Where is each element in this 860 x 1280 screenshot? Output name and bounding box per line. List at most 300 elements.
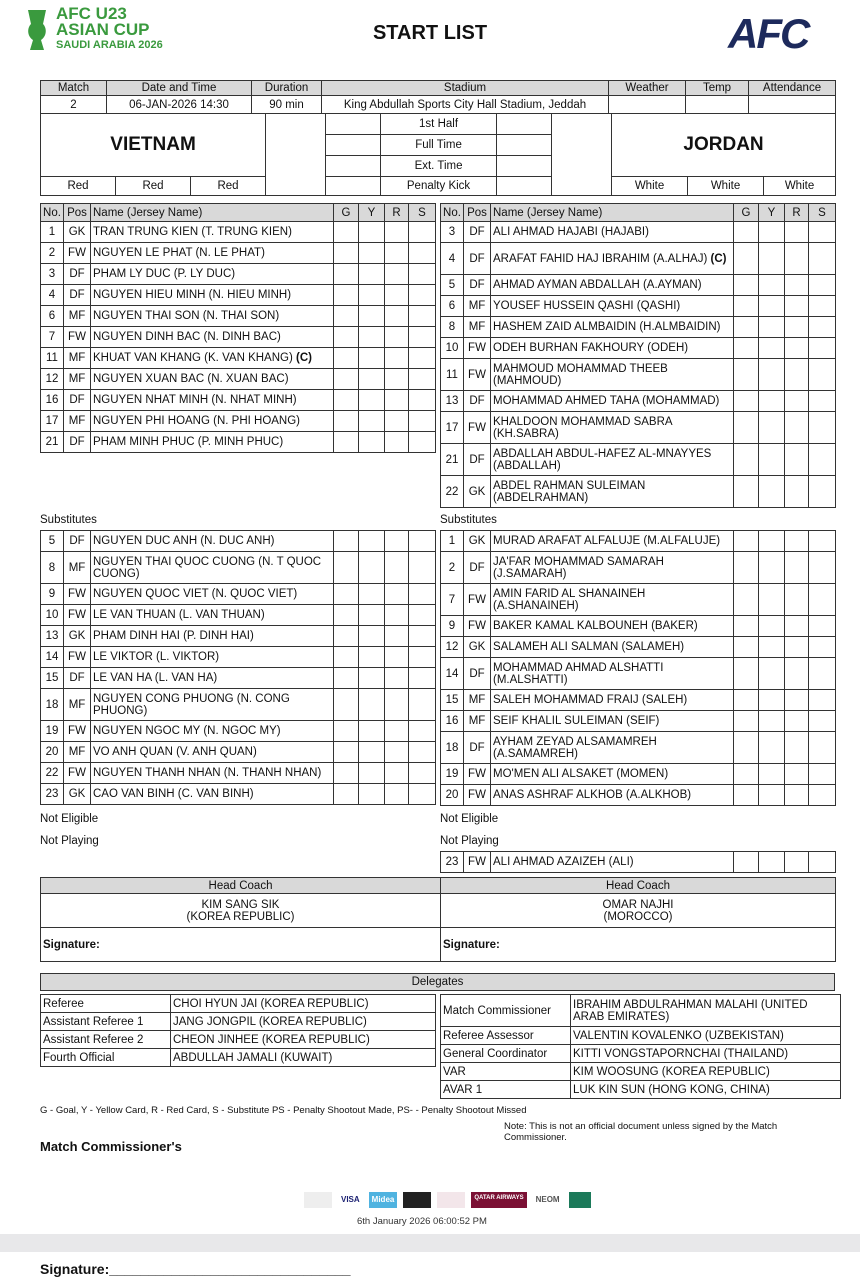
- table-cell: [759, 444, 785, 476]
- player-number: 21: [441, 444, 464, 476]
- table-cell: [326, 156, 381, 177]
- table-cell: [759, 296, 785, 317]
- table-cell: 90 min: [252, 96, 322, 114]
- player-row: [41, 552, 436, 584]
- player-row: [441, 711, 836, 732]
- player-position: GK: [64, 626, 91, 647]
- table-cell: [785, 552, 809, 584]
- logo-line: ASIAN CUP: [56, 20, 150, 39]
- player-name: NGUYEN DINH BAC (N. DINH BAC): [91, 327, 334, 348]
- official-note: Note: This is not an official document unless signed by the Match Commissioner.: [504, 1121, 778, 1143]
- table-cell: [809, 222, 836, 243]
- player-number: 15: [441, 690, 464, 711]
- table-cell: [359, 784, 385, 805]
- delegates-left-table: [40, 994, 436, 1067]
- player-number: 6: [41, 306, 64, 327]
- player-position: GK: [464, 531, 491, 552]
- player-row: [441, 476, 836, 508]
- table-cell: [334, 222, 359, 243]
- sponsor-strip: [304, 1192, 591, 1208]
- table-cell: [385, 552, 409, 584]
- player-number: 12: [441, 637, 464, 658]
- column-header: No.: [41, 204, 64, 222]
- player-number: 14: [41, 647, 64, 668]
- table-cell: [409, 348, 436, 369]
- table-cell: [409, 531, 436, 552]
- table-cell: [809, 764, 836, 785]
- table-cell: King Abdullah Sports City Hall Stadium, Jeddah: [322, 96, 609, 114]
- player-number: 11: [41, 348, 64, 369]
- column-header: R: [785, 204, 809, 222]
- home-coach: KIM SANG SIK (KOREA REPUBLIC): [41, 894, 441, 928]
- player-number: 1: [441, 531, 464, 552]
- table-cell: [385, 626, 409, 647]
- away-coach-label: Head Coach: [441, 878, 836, 894]
- captain-badge: (C): [710, 252, 727, 265]
- table-cell: [334, 369, 359, 390]
- table-cell: [759, 359, 785, 391]
- table-cell: [409, 432, 436, 453]
- away-not-playing-label: Not Playing: [440, 835, 499, 847]
- table-cell: [409, 285, 436, 306]
- column-header: Pos: [64, 204, 91, 222]
- player-row: [41, 348, 436, 369]
- column-header: Pos: [464, 204, 491, 222]
- table-cell: [334, 584, 359, 605]
- column-header: S: [809, 204, 836, 222]
- player-number: 4: [41, 285, 64, 306]
- table-cell: [409, 605, 436, 626]
- table-cell: [809, 852, 836, 873]
- column-header: G: [334, 204, 359, 222]
- player-row: [441, 552, 836, 584]
- player-row: [41, 369, 436, 390]
- player-row: [441, 531, 836, 552]
- page-title: START LIST: [372, 22, 488, 44]
- table-cell: [785, 296, 809, 317]
- trophy-icon: [22, 6, 52, 56]
- player-number: 4: [441, 243, 464, 275]
- table-cell: Date and Time: [107, 81, 252, 96]
- player-name: PHAM LY DUC (P. LY DUC): [91, 264, 334, 285]
- player-number: 17: [41, 411, 64, 432]
- player-row: [441, 637, 836, 658]
- away-starters-table: [440, 203, 836, 508]
- table-cell: [759, 616, 785, 637]
- player-name: NGUYEN XUAN BAC (N. XUAN BAC): [91, 369, 334, 390]
- delegate-name: VALENTIN KOVALENKO (UZBEKISTAN): [571, 1027, 841, 1045]
- table-cell: [385, 327, 409, 348]
- table-cell: Weather: [609, 81, 686, 96]
- delegate-row: [41, 1013, 436, 1031]
- table-cell: [334, 647, 359, 668]
- player-row: [41, 390, 436, 411]
- table-cell: [359, 763, 385, 784]
- player-row: [41, 264, 436, 285]
- player-row: [441, 444, 836, 476]
- player-position: FW: [464, 852, 491, 873]
- delegates-header: [40, 973, 835, 991]
- home-subs-table: [40, 530, 436, 805]
- table-cell: [759, 338, 785, 359]
- column-header: R: [385, 204, 409, 222]
- player-number: 20: [441, 785, 464, 806]
- table-cell: [385, 411, 409, 432]
- sponsor-logo: [304, 1192, 332, 1208]
- column-header: S: [409, 204, 436, 222]
- column-header: Name (Jersey Name): [91, 204, 334, 222]
- player-position: DF: [64, 264, 91, 285]
- table-cell: [809, 637, 836, 658]
- player-position: FW: [64, 327, 91, 348]
- table-cell: [759, 412, 785, 444]
- away-not-eligible-label: Not Eligible: [440, 813, 499, 825]
- logo-line: AFC U23: [56, 4, 127, 23]
- player-position: DF: [64, 285, 91, 306]
- sponsor-logo: QATAR AIRWAYS: [471, 1192, 526, 1208]
- column-header: No.: [441, 204, 464, 222]
- table-cell: [334, 742, 359, 763]
- table-cell: [759, 222, 785, 243]
- player-position: DF: [464, 658, 491, 690]
- delegate-role: General Coordinator: [441, 1045, 571, 1063]
- player-position: GK: [464, 637, 491, 658]
- period-label: Ext. Time: [381, 156, 497, 177]
- delegate-row: [441, 995, 841, 1027]
- table-cell: [552, 114, 612, 196]
- delegate-name: KITTI VONGSTAPORNCHAI (THAILAND): [571, 1045, 841, 1063]
- player-row: [441, 412, 836, 444]
- sponsor-logo: VISA: [341, 1195, 360, 1204]
- table-cell: [809, 243, 836, 275]
- table-cell: [809, 317, 836, 338]
- player-name: ARAFAT FAHID HAJ IBRAHIM (A.ALHAJ) (C): [491, 243, 734, 275]
- player-position: FW: [64, 243, 91, 264]
- player-row: [41, 327, 436, 348]
- table-cell: [334, 721, 359, 742]
- table-cell: [809, 275, 836, 296]
- player-name: VO ANH QUAN (V. ANH QUAN): [91, 742, 334, 763]
- player-row: [41, 243, 436, 264]
- table-cell: [785, 852, 809, 873]
- player-position: MF: [64, 348, 91, 369]
- table-cell: [809, 391, 836, 412]
- table-cell: [409, 369, 436, 390]
- table-cell: [759, 275, 785, 296]
- table-cell: [759, 852, 785, 873]
- delegate-row: [41, 995, 436, 1013]
- home-not-eligible-label: Not Eligible: [40, 813, 99, 825]
- table-cell: [326, 177, 381, 196]
- player-position: FW: [64, 763, 91, 784]
- table-cell: [359, 369, 385, 390]
- table-cell: [734, 552, 759, 584]
- delegate-name: ABDULLAH JAMALI (KUWAIT): [171, 1049, 436, 1067]
- table-cell: [734, 412, 759, 444]
- table-cell: [359, 264, 385, 285]
- player-number: 11: [441, 359, 464, 391]
- player-position: DF: [464, 222, 491, 243]
- delegate-role: Referee: [41, 995, 171, 1013]
- table-cell: Match: [41, 81, 107, 96]
- table-cell: [497, 156, 552, 177]
- player-row: [41, 531, 436, 552]
- table-cell: [409, 742, 436, 763]
- player-row: [41, 584, 436, 605]
- player-row: [41, 306, 436, 327]
- table-cell: [734, 317, 759, 338]
- player-number: 3: [41, 264, 64, 285]
- player-position: DF: [464, 552, 491, 584]
- home-coach-label: Head Coach: [41, 878, 441, 894]
- table-cell: [759, 391, 785, 412]
- table-cell: [809, 785, 836, 806]
- table-cell: [359, 327, 385, 348]
- player-name: ABDEL RAHMAN SULEIMAN (ABDELRAHMAN): [491, 476, 734, 508]
- table-cell: [41, 974, 835, 991]
- player-row: [441, 359, 836, 391]
- player-position: DF: [64, 531, 91, 552]
- match-info-header: [41, 81, 836, 96]
- player-row: [441, 658, 836, 690]
- table-cell: [734, 637, 759, 658]
- table-cell: [809, 476, 836, 508]
- player-name: NGUYEN NGOC MY (N. NGOC MY): [91, 721, 334, 742]
- delegate-role: Assistant Referee 2: [41, 1031, 171, 1049]
- logo-line: SAUDI ARABIA 2026: [56, 39, 163, 51]
- player-position: FW: [464, 338, 491, 359]
- player-position: DF: [64, 390, 91, 411]
- player-position: MF: [464, 296, 491, 317]
- table-cell: [785, 637, 809, 658]
- home-kit: Red: [116, 177, 191, 196]
- player-number: 23: [41, 784, 64, 805]
- player-name: SEIF KHALIL SULEIMAN (SEIF): [491, 711, 734, 732]
- table-cell: [734, 711, 759, 732]
- table-cell: [385, 742, 409, 763]
- player-name: NGUYEN HIEU MINH (N. HIEU MINH): [91, 285, 334, 306]
- table-cell: [385, 306, 409, 327]
- player-number: 2: [441, 552, 464, 584]
- player-position: DF: [464, 391, 491, 412]
- away-kit: White: [612, 177, 688, 196]
- table-cell: [809, 444, 836, 476]
- table-cell: [41, 177, 836, 196]
- player-row: [441, 222, 836, 243]
- player-row: [441, 317, 836, 338]
- player-row: [441, 616, 836, 637]
- delegate-row: [441, 1063, 841, 1081]
- table-cell: [759, 732, 785, 764]
- table-cell: [734, 296, 759, 317]
- sponsor-logo: [437, 1192, 465, 1208]
- player-number: 8: [41, 552, 64, 584]
- player-number: 15: [41, 668, 64, 689]
- match-info-table: [40, 80, 836, 114]
- table-cell: [734, 391, 759, 412]
- away-subs-table: [440, 530, 836, 806]
- table-cell: [609, 96, 686, 114]
- player-number: 19: [441, 764, 464, 785]
- delegate-row: [441, 1027, 841, 1045]
- player-number: 23: [441, 852, 464, 873]
- player-number: 21: [41, 432, 64, 453]
- player-row: [41, 432, 436, 453]
- table-cell: [385, 689, 409, 721]
- table-cell: [734, 584, 759, 616]
- delegate-role: Fourth Official: [41, 1049, 171, 1067]
- player-name: NGUYEN THAI QUOC CUONG (N. T QUOC CUONG): [91, 552, 334, 584]
- table-cell: [409, 327, 436, 348]
- table-cell: [785, 732, 809, 764]
- player-name: NGUYEN DUC ANH (N. DUC ANH): [91, 531, 334, 552]
- table-cell: [734, 785, 759, 806]
- table-cell: [759, 584, 785, 616]
- table-cell: [809, 584, 836, 616]
- player-name: NGUYEN CONG PHUONG (N. CONG PHUONG): [91, 689, 334, 721]
- column-header: Y: [359, 204, 385, 222]
- player-number: 2: [41, 243, 64, 264]
- player-name: MAHMOUD MOHAMMAD THEEB (MAHMOUD): [491, 359, 734, 391]
- player-position: MF: [64, 689, 91, 721]
- player-position: FW: [64, 721, 91, 742]
- delegate-role: AVAR 1: [441, 1081, 571, 1099]
- table-cell: [759, 764, 785, 785]
- table-cell: [809, 732, 836, 764]
- player-position: FW: [464, 584, 491, 616]
- player-name: NGUYEN LE PHAT (N. LE PHAT): [91, 243, 334, 264]
- table-cell: [734, 658, 759, 690]
- player-name: HASHEM ZAID ALMBAIDIN (H.ALMBAIDIN): [491, 317, 734, 338]
- player-name: CAO VAN BINH (C. VAN BINH): [91, 784, 334, 805]
- player-number: 5: [441, 275, 464, 296]
- player-row: [41, 285, 436, 306]
- table-cell: [785, 658, 809, 690]
- sponsor-logo: [403, 1192, 431, 1208]
- player-number: 10: [41, 605, 64, 626]
- away-kit: White: [764, 177, 836, 196]
- player-position: MF: [64, 552, 91, 584]
- table-cell: [759, 552, 785, 584]
- player-row: [441, 732, 836, 764]
- table-cell: [359, 348, 385, 369]
- table-cell: [334, 552, 359, 584]
- table-cell: [334, 390, 359, 411]
- player-name: ODEH BURHAN FAKHOURY (ODEH): [491, 338, 734, 359]
- player-number: 7: [41, 327, 64, 348]
- table-cell: [385, 243, 409, 264]
- table-cell: [497, 135, 552, 156]
- table-cell: [409, 222, 436, 243]
- player-name: ANAS ASHRAF ALKHOB (A.ALKHOB): [491, 785, 734, 806]
- player-number: 13: [41, 626, 64, 647]
- table-cell: [409, 626, 436, 647]
- home-team-name: VIETNAM: [41, 114, 266, 177]
- delegate-row: [441, 1081, 841, 1099]
- table-cell: [41, 114, 836, 135]
- away-coach: OMAR NAJHI (MOROCCO): [441, 894, 836, 928]
- player-number: 13: [441, 391, 464, 412]
- table-cell: [385, 390, 409, 411]
- table-cell: [734, 444, 759, 476]
- table-cell: [41, 928, 836, 962]
- table-cell: [334, 432, 359, 453]
- table-cell: [785, 584, 809, 616]
- delegate-name: JANG JONGPIL (KOREA REPUBLIC): [171, 1013, 436, 1031]
- table-cell: [409, 784, 436, 805]
- bottom-signature-line: Signature:_______________________________: [40, 1261, 351, 1277]
- player-row: [41, 668, 436, 689]
- sponsor-logo: Midea: [369, 1192, 398, 1208]
- home-not-playing-label: Not Playing: [40, 835, 99, 847]
- table-cell: [385, 285, 409, 306]
- table-cell: [785, 764, 809, 785]
- legend-text: G - Goal, Y - Yellow Card, R - Red Card, S - Substitute PS - Penalty Shootout Made, PS- - Penalty Shootout Missed: [40, 1105, 527, 1116]
- table-cell: [734, 732, 759, 764]
- player-row: [441, 584, 836, 616]
- player-number: 22: [41, 763, 64, 784]
- home-substitutes-label: Substitutes: [40, 514, 97, 526]
- player-position: GK: [64, 784, 91, 805]
- player-position: MF: [464, 317, 491, 338]
- table-cell: [734, 852, 759, 873]
- table-cell: [759, 317, 785, 338]
- table-cell: [785, 412, 809, 444]
- table-cell: [734, 359, 759, 391]
- table-cell: [734, 243, 759, 275]
- table-cell: [785, 444, 809, 476]
- table-cell: [334, 285, 359, 306]
- player-row: [441, 391, 836, 412]
- table-cell: [359, 647, 385, 668]
- table-cell: [359, 531, 385, 552]
- table-cell: [809, 359, 836, 391]
- table-cell: [409, 647, 436, 668]
- player-number: 19: [41, 721, 64, 742]
- player-number: 16: [41, 390, 64, 411]
- player-number: 18: [441, 732, 464, 764]
- table-cell: [809, 296, 836, 317]
- table-cell: [759, 690, 785, 711]
- table-cell: Duration: [252, 81, 322, 96]
- table-cell: [809, 552, 836, 584]
- player-name: NGUYEN PHI HOANG (N. PHI HOANG): [91, 411, 334, 432]
- home-kit: Red: [41, 177, 116, 196]
- table-cell: [359, 742, 385, 763]
- table-cell: [785, 275, 809, 296]
- table-cell: [409, 689, 436, 721]
- table-header: [41, 204, 436, 222]
- table-cell: [759, 711, 785, 732]
- period-label: Full Time: [381, 135, 497, 156]
- player-number: 1: [41, 222, 64, 243]
- player-row: [441, 296, 836, 317]
- table-cell: [385, 784, 409, 805]
- teams-table: [40, 113, 836, 196]
- player-number: 5: [41, 531, 64, 552]
- table-cell: [785, 785, 809, 806]
- player-position: DF: [464, 444, 491, 476]
- player-row: [41, 784, 436, 805]
- player-number: 14: [441, 658, 464, 690]
- table-cell: [359, 222, 385, 243]
- table-cell: [326, 114, 381, 135]
- player-name: NGUYEN QUOC VIET (N. QUOC VIET): [91, 584, 334, 605]
- table-cell: [326, 135, 381, 156]
- player-number: 22: [441, 476, 464, 508]
- delegate-name: IBRAHIM ABDULRAHMAN MALAHI (UNITED ARAB EMIRATES): [571, 995, 841, 1027]
- table-cell: [385, 531, 409, 552]
